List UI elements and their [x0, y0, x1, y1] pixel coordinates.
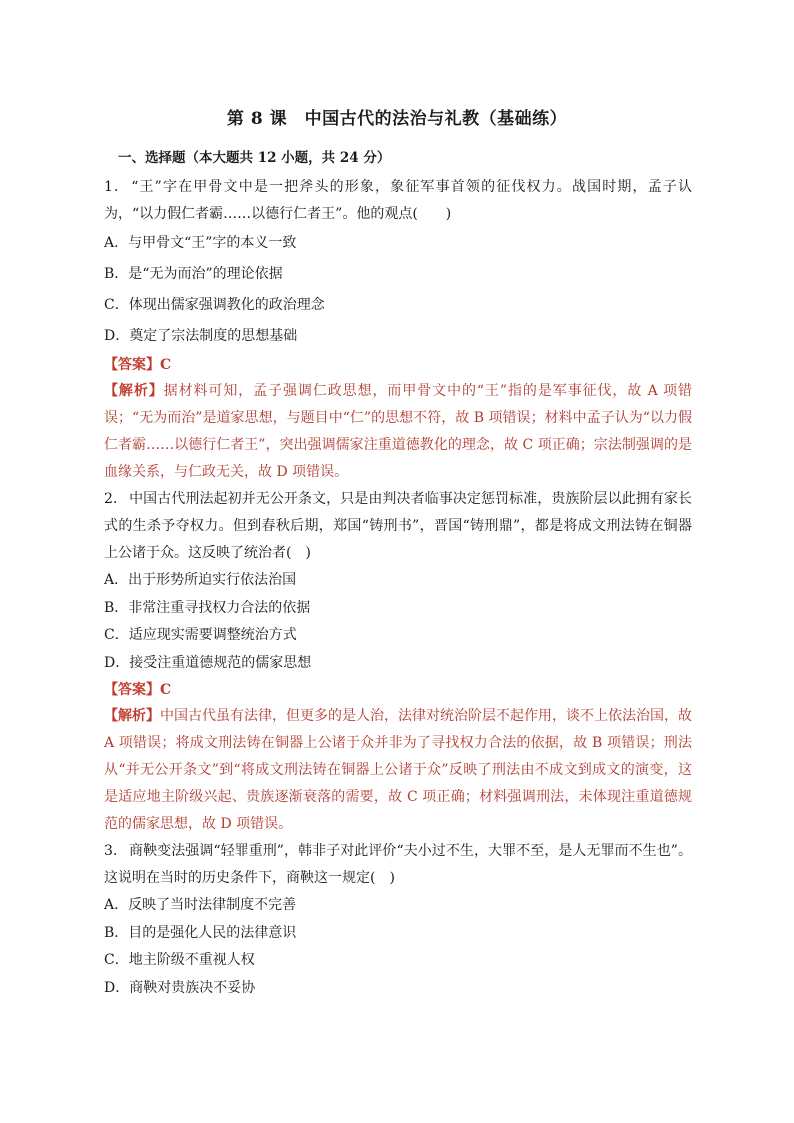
option-b: B．非常注重寻找权力合法的依据: [104, 599, 311, 616]
option-d: D．接受注重道德规范的儒家思想: [104, 654, 312, 671]
analysis-paragraph: [104, 378, 692, 486]
option-d: D．商鞅对贵族决不妥协: [104, 979, 256, 996]
option-b: B．是“无为而治”的理论依据: [104, 266, 283, 282]
question-stem: [104, 174, 692, 228]
analysis-text: 据材料可知，孟子强调仁政思想，而甲骨文中的“王”指的是军事征伐，故 A 项错误；“无为而治”是道家思想，与题目中“仁”的思想不符，故 B 项错误；材料中孟子认为“以力假仁者霸……以德行仁者王”，突出强调儒家注重道德教化的理念，故 C 项正确；宗法制强调的是血缘关系，与仁政无关，故 D 项错误。: [104, 383, 692, 480]
answer-value: C: [160, 682, 172, 698]
page-title: 第 8 课 中国古代的法治与礼教（基础练）: [226, 109, 568, 129]
question-1: [104, 174, 692, 486]
answer-value: C: [160, 357, 172, 373]
analysis-text: 中国古代虽有法律，但更多的是人治，法律对统治阶层不起作用，谈不上依法治国，故 A 项错误；将成文刑法铸在铜器上公诸于众并非为了寻找权力合法的依据，故 B 项错误；刑法从“并无公开条文”到“将成文刑法铸在铜器上公诸于众”反映了刑法由不成文到成文的演变，这是适应地主阶级兴起、贵族逐渐衰落的需要，故 C 项正确；材料强调刑法，未体现注重道德规范的儒家思想，故 D 项错误。: [104, 708, 692, 832]
question-number: 1．: [104, 179, 130, 195]
option-c: C．体现出儒家强调教化的政治理念: [104, 297, 325, 313]
question-list: [104, 174, 692, 1002]
option-a: A．反映了当时法律制度不完善: [104, 897, 297, 913]
question-stem: [104, 486, 692, 567]
question-number: 2．: [104, 491, 128, 507]
answer-line: [104, 677, 692, 703]
question-number: 3．: [104, 843, 128, 859]
option-c: C．地主阶级不重视人权: [104, 952, 255, 968]
question-3: [104, 838, 692, 1002]
option-b: B．目的是强化人民的法律意识: [104, 924, 297, 941]
analysis-tag: 【解析】: [104, 383, 164, 399]
option-a: A．与甲骨文“王”字的本义一致: [104, 235, 297, 251]
answer-tag: 【答案】: [104, 682, 160, 698]
option-a: A．出于形势所迫实行依法治国: [104, 572, 297, 588]
question-text: “王”字在甲骨文中是一把斧头的形象，象征军事首领的征伐权力。战国时期，孟子认为，“以力假仁者霸……以德行仁者王”。他的观点( ): [104, 179, 692, 222]
answer-tag: 【答案】: [104, 357, 160, 373]
question-stem: [104, 838, 692, 892]
question-text: 中国古代刑法起初并无公开条文，只是由判决者临事决定惩罚标准，贵族阶层以此拥有家长式的生杀予夺权力。但到春秋后期，郑国“铸刑书”，晋国“铸刑鼎”，都是将成文刑法铸在铜器上公诸于众。这反映了统治者( ): [104, 491, 692, 561]
question-text: 商鞅变法强调“轻罪重刑”，韩非子对此评价“夫小过不生，大罪不至，是人无罪而不生也”。这说明在当时的历史条件下，商鞅这一规定( ): [104, 843, 692, 886]
answer-line: [104, 352, 692, 378]
option-d: D．奠定了宗法制度的思想基础: [104, 328, 298, 344]
question-2: [104, 486, 692, 838]
option-c: C．适应现实需要调整统治方式: [104, 627, 297, 643]
analysis-paragraph: [104, 703, 692, 838]
section-heading: 一、选择题（本大题共 12 小题，共 24 分）: [118, 150, 391, 166]
analysis-tag: 【解析】: [104, 708, 160, 724]
